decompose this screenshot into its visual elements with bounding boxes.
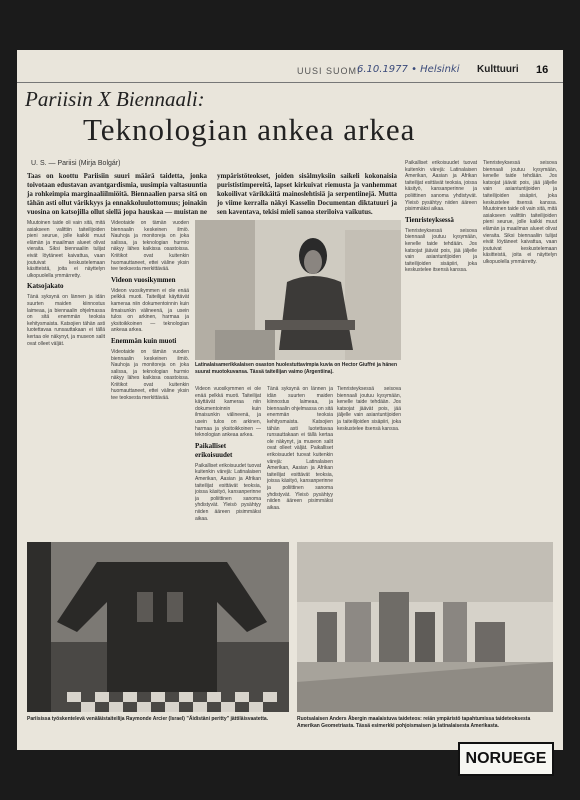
- body-column-2: [111, 220, 189, 580]
- byline: U. S. — Pariisi (Mirja Bolgár): [31, 160, 121, 167]
- body-paragraph: Paikalliset erikoisuudet tuovat kuitenkin värejä: Latinalaisen Amerikan, Aasian ja Afrikan taiteilijat esittävät teoksia, joissa käsityö, kansanperinne ja poliittinen sanoma yhdistyvät. Yleisö pysähtyy niiden ääreen pisimmäksi aikaa.: [195, 462, 261, 522]
- body-paragraph: Tänä syksynä on lännen ja idän suurten maiden kiinnostus laimeaa, ja biennaalin ohjelmassa on sitä enemmän teoksia kehitysmaista. Katsojien tähän asti luotettavaa runsauttakaan ei tällä kertaa ole näkynyt, ja museon salit ovat olleet väljät.: [27, 294, 105, 347]
- page-number: 16: [536, 64, 549, 76]
- page-header: [17, 50, 563, 86]
- body-paragraph: Muutoinen taide oli vain sitä, mitä asiakseen valittiin taiteilijoiden pieni seurue, jolle kaikki muut elämän ja maailman alueet olivat vieraita. Siksi biennaaliin tulijat eivät löytäneet kaivattua, vaan joutuivat keskustelemaan käsitteistä, joita ei näyttelyn ulkopuolella ymmärretty.: [27, 220, 105, 279]
- photo-city-model-image: [297, 542, 553, 712]
- photo-caption-top: Latinalaisamerikkalaisen osaston huolestuttavimpia kuvia on Hector Giuffré ja hänen suurat muotokuvansa. Tässä taiteilijan vaimo (Argentiina).: [195, 362, 398, 375]
- body-paragraph: Videon vuosikymmen ei ole enää pelkkä muoti. Taiteilijat käyttävät kameraa niin dokumentoinnin kuin ilmaisunkin välineenä, ja usein tulos on arkinen, harmaa ja yksitoikkoinen — teknologian ankeaa arkea.: [195, 386, 261, 439]
- header-rule: [17, 82, 563, 83]
- newspaper-name: UUSI SUOMI: [297, 66, 361, 76]
- headline-kicker: Pariisin X Biennaali:: [25, 87, 205, 111]
- photo-caption-bottom-left: Pariisissa työskentelevä venäläistaiteilija Raymonde Arcier (Israel) ”Äidistäni peritty” jättiläisvaatetta.: [27, 716, 269, 722]
- handwritten-date: 6.10.1977 • Helsinki: [357, 64, 460, 75]
- photo-city-model: [297, 542, 553, 712]
- body-column-4a: [267, 386, 333, 538]
- newspaper-clipping: [17, 50, 563, 750]
- body-column-1: [27, 220, 105, 580]
- body-paragraph: Tienristeyksessä seisova biennaali joutuu kysymään, kenelle taide tehdään. Jos katsojat jäävät pois, jää jäljelle vain asiantuntijoiden ja taiteilijoiden sisäpiiri, joka keskustelee itsensä kanssa.: [337, 386, 401, 432]
- body-paragraph: Tienristeyksessä seisova biennaali joutuu kysymään, kenelle taide tehdään. Jos katsojat jäävät pois, jää jäljelle vain asiantuntijoiden ja taiteilijoiden sisäpiiri, joka keskustelee itsensä kanssa.: [483, 160, 557, 206]
- subheading: Enemmän kuin muoti: [111, 336, 177, 345]
- body-column-4b: [337, 386, 401, 538]
- subheading: Tienristeyksessä: [405, 215, 454, 224]
- body-paragraph: Tänä syksynä on lännen ja idän suurten maiden kiinnostus laimeaa, ja biennaalin ohjelmassa on sitä enemmän teoksia kehitysmaista. Katsojien tähän asti luotettavaa runsauttakaan ei tällä kertaa ole näkynyt, ja museon salit ovat olleet väljät.: [267, 386, 333, 452]
- body-column-5: [405, 160, 477, 530]
- body-paragraph: Tienristeyksessä seisova biennaali joutuu kysymään, kenelle taide tehdään. Jos katsojat jäävät pois, jää jäljelle vain asiantuntijoiden ja taiteilijoiden sisäpiiri, joka keskustelee itsensä kanssa.: [405, 227, 477, 274]
- headline-title: Teknologian ankea arkea: [83, 112, 416, 147]
- photo-woman-portrait: [195, 220, 401, 360]
- body-paragraph: Paikalliset erikoisuudet tuovat kuitenkin värejä: Latinalaisen Amerikan, Aasian ja Afrikan taiteilijat esittävät teoksia, joissa käsityö, kansanperinne ja poliittinen sanoma yhdistyvät. Yleisö pysähtyy niiden ääreen pisimmäksi aikaa.: [405, 160, 477, 213]
- body-paragraph: Muutoinen taide oli vain sitä, mitä asiakseen valittiin taiteilijoiden pieni seurue, jolle kaikki muut elämän ja maailman alueet olivat vieraita. Siksi biennaaliin tulijat eivät löytäneet kaivattua, vaan joutuivat keskustelemaan käsitteistä, joita ei näyttelyn ulkopuolella ymmärretty.: [483, 206, 557, 265]
- section-label: Kulttuuri: [477, 64, 519, 75]
- photo-woman-portrait-image: [195, 220, 401, 360]
- photo-giant-garment-image: [27, 542, 289, 712]
- body-paragraph: Videon vuosikymmen ei ole enää pelkkä muoti. Taiteilijat käyttävät kameraa niin dokumentoinnin kuin ilmaisunkin välineenä, ja usein tulos on arkinen, harmaa ja yksitoikkoinen — teknologian ankeaa arkea.: [111, 287, 189, 334]
- body-column-6: [483, 160, 557, 530]
- photo-giant-garment: [27, 542, 289, 712]
- subheading: Videon vuosikymmen: [111, 275, 176, 284]
- subheading: Paikalliset erikoisuudet: [195, 441, 233, 459]
- body-paragraph: Videotaide on tämän vuoden biennaalin keskeinen ilmiö. Nauhoja ja monitoreja on joka salissa, ja teknologian hurmio näkyy lähes kaikissa osastoissa. Kriitikot ovat kuitenkin huomauttaneet, ettei väline yksin tee teoksesta merkittävää.: [111, 348, 189, 402]
- photo-caption-bottom-right: Ruotsalaisen Anders Åbergin maalaistuva taideteos: reiän ympäristö tapahtumissa taideteoksesta Amerikan Geometriasta. Tässä esimerkki pohjoismaisen ja latinalaisesta Amerikasta.: [297, 716, 531, 729]
- archive-stamp: NORUEGE: [458, 742, 554, 776]
- subheading: Katsojakato: [27, 282, 64, 291]
- body-column-3: [195, 386, 261, 538]
- body-paragraph: Paikalliset erikoisuudet tuovat kuitenkin värejä: Latinalaisen Amerikan, Aasian ja Afrikan taiteilijat esittävät teoksia, joissa käsityö, kansanperinne ja poliittinen sanoma yhdistyvät. Yleisö pysähtyy niiden ääreen pisimmäksi aikaa.: [267, 445, 333, 511]
- body-paragraph: Videotaide on tämän vuoden biennaalin keskeinen ilmiö. Nauhoja ja monitoreja on joka salissa, ja teknologian hurmio näkyy lähes kaikissa osastoissa. Kriitikot ovat kuitenkin huomauttaneet, ettei väline yksin tee teoksesta merkittävää.: [111, 220, 189, 273]
- lead-paragraph: Taas on koottu Pariisiin suuri määrä taidetta, jonka toivotaan edustavan avantgardismia, uusimpia valtasuuntia ja rohkeimpia marginaaliilmiöitä. Biennaalien parsa sitä on tähän asti ollut värikkyys ja ennakkoluulottomuus; joinakin vuosina on katsojilla ollut siellä jopa hauskaa — muistan ne ympäristöteokset, joiden sisälmyksiin saikeli kokonaisia purististimpereitä, lapset kirkuivat riemusta ja vanhemmat kokoilivat värikkäitä mainoslehtisiä ja serpentiinejä. Mutta jo viime kerralla näkyi Kasselin Documentan diktatuuri ja sen kaventava, tekisi mieli sanoa steriloiva vaikutus.: [27, 172, 397, 216]
